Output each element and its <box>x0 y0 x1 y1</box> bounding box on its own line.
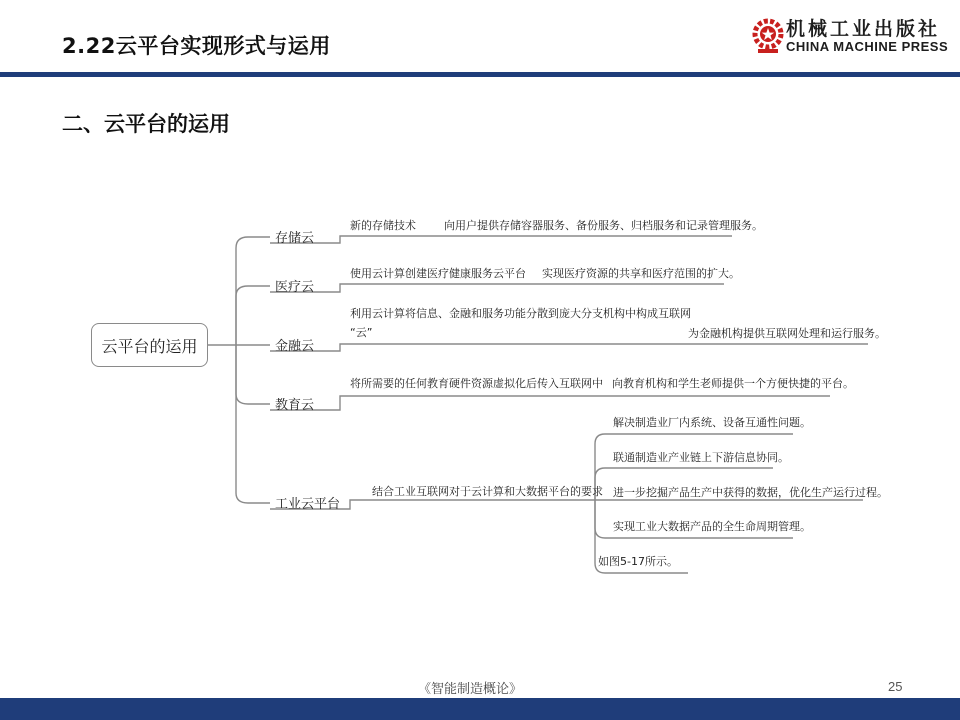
leaf-education-platform: 向教育机构和学生老师提供一个方便快捷的平台。 <box>612 377 854 390</box>
branch-medical-cloud: 医疗云 <box>275 280 315 295</box>
leaf-medical-platform: 使用云计算创建医疗健康服务云平台 <box>350 267 526 280</box>
publisher-name-cn: 机械工业出版社 <box>786 18 941 40</box>
branch-education-cloud: 教育云 <box>275 398 315 413</box>
publisher-name-en: CHINA MACHINE PRESS <box>786 39 949 54</box>
subleaf-industrial-chain: 联通制造业产业链上下游信息协同。 <box>613 451 789 464</box>
branch-industrial-cloud: 工业云平台 <box>275 497 341 512</box>
leaf-storage-tech: 新的存储技术 <box>350 219 416 232</box>
mindmap-root: 云平台的运用 <box>91 323 208 367</box>
leaf-storage-services: 向用户提供存储容器服务、备份服务、归档服务和记录管理服务。 <box>444 219 763 232</box>
leaf-finance-network: 利用云计算将信息、金融和服务功能分散到庞大分支机构中构成互联网 <box>350 307 691 320</box>
leaf-education-virtualize: 将所需要的任何教育硬件资源虚拟化后传入互联网中 <box>350 377 603 390</box>
subleaf-industrial-interop: 解决制造业厂内系统、设备互通性问题。 <box>613 416 811 429</box>
footer-bar <box>0 698 960 720</box>
leaf-finance-services: 为金融机构提供互联网处理和运行服务。 <box>688 327 886 340</box>
page-number: 25 <box>888 679 903 694</box>
subleaf-industrial-figure-ref: 如图5-17所示。 <box>598 555 678 568</box>
subleaf-industrial-lifecycle: 实现工业大数据产品的全生命周期管理。 <box>613 520 811 533</box>
branch-storage-cloud: 存储云 <box>275 231 315 246</box>
leaf-industrial-requirements: 结合工业互联网对于云计算和大数据平台的要求 <box>372 485 603 498</box>
subleaf-industrial-data: 进一步挖掘产品生产中获得的数据，优化生产运行过程。 <box>613 486 888 499</box>
leaf-finance-cloud-quote: “云” <box>350 326 373 339</box>
leaf-medical-sharing: 实现医疗资源的共享和医疗范围的扩大。 <box>542 267 740 280</box>
header-title: 2.22云平台实现形式与运用 <box>62 34 331 58</box>
footer-book-title: 《智能制造概论》 <box>418 682 523 697</box>
section-title: 二、云平台的运用 <box>62 112 230 136</box>
branch-finance-cloud: 金融云 <box>275 339 315 354</box>
